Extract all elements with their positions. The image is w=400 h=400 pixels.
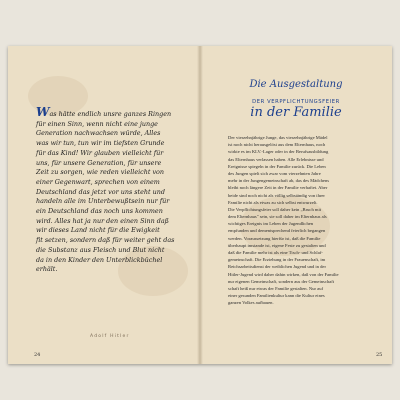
quote-line: was wir tun, tun wir im tiefsten Grunde (36, 139, 165, 148)
quote-line: fit setzen, sondern daß für weiter geht das (36, 236, 175, 245)
quote-line: einer Gegenwart, sprechen von einem (36, 177, 160, 186)
body-line: beide sind noch nicht als völlig selbständig von ihrer (228, 192, 325, 198)
body-line: einer gesunden Familienkultur kann die Kultur eines (228, 293, 325, 299)
chapter-title-line-2: DER VERPFLICHTUNGSFEIER (252, 99, 340, 105)
body-line: nur eigenen Gemeinschaft, sondern aus der Gemeinschaft (228, 278, 334, 284)
body-line: daß die Familie mehr ist als eine Tisch- und Schlaf- (228, 250, 323, 255)
body-line: Reichsarbeitsdienst der weiblichen Jugend und in der (228, 264, 326, 270)
body-line: Familie nicht als etwas zu sich selbst entwurzelt. (228, 199, 318, 205)
body-line: ist noch nicht herausgelöst aus dem Elternhaus, noch (228, 142, 326, 148)
body-line: Ereignisse spiegeln in der Familie zurück. Die Leben (228, 163, 326, 169)
body-line: bleibt noch längere Zeit in der Familie verhaftet. Aber (228, 185, 328, 191)
quote-line: Generation nachwachsen würde, Alles (36, 129, 161, 138)
right-page (200, 46, 392, 364)
body-line: schaft heiß nur etwas der Familie gestalten. Nur auf (228, 285, 324, 291)
quote-line: Zeit zu sorgen, wie reden vielleicht von (36, 168, 165, 177)
quote-line: as hätte endlich unsre ganzes Ringen (49, 110, 172, 118)
body-line: das Elternhaus verlassen haben. Alle Erlebnisse und (228, 156, 324, 162)
body-line: überhaupt imstande ist, eigene Feste zu gestalten und (228, 242, 326, 248)
body-line: wichtiges Ereignis im Leben der Jugendlichen (228, 221, 314, 227)
quote-line: wird. Alles hat ja nur den einen Sinn daß (36, 216, 169, 225)
body-line: Hitler-Jugend wird daher dahin wirken, daß von der Familie (228, 271, 339, 277)
quote-first-line (36, 105, 186, 120)
page-number-left: 24 (34, 352, 41, 358)
body-line: Die Verpflichtungsfeier soll daher kein „Bruch mit (228, 206, 322, 212)
quote-line: für das Kind! Wir glauben vielleicht für (36, 148, 164, 157)
body-line: des Jungen spielt sich zwar vom vierzehnten Jahre (228, 170, 321, 176)
body-line: dem Elternhaus" sein, sie soll daher im Elternhaus als (228, 214, 327, 220)
quote-line: da in den Kinder den Unterblickbüchel (36, 255, 163, 264)
quote-line: uns, für unsere Generation, für unsere (36, 158, 162, 167)
left-page (8, 46, 200, 364)
body-line: werden. Voraussetzung hierfür ist, daß die Familie (228, 235, 321, 241)
quote-text (36, 105, 186, 275)
quote-line: erhält. (36, 265, 58, 274)
quote-initial: W (36, 105, 50, 119)
quote-line: wir dieses Land nicht für die Ewigkeit (36, 226, 160, 235)
body-line: wirkte es im KLV.-Lager oder in der Berufsausbildung (228, 149, 329, 155)
book-gutter (197, 46, 203, 364)
quote-signature: Adolf Hitler (90, 334, 130, 339)
body-line: ganzen Volkes aufbauen. (228, 300, 274, 306)
chapter-title-line-1: Die Ausgestaltung (249, 79, 343, 90)
chapter-title-line-3: in der Familie (250, 105, 342, 120)
body-line: gemeinschaft. Die Erziehung in der Frauenschaft, im (228, 257, 326, 263)
page-number-right: 25 (376, 352, 383, 358)
body-line: Der vierzehnjährige Junge, das vierzehnjährige Mädel (228, 135, 328, 140)
quote-line: die Substanz aus Fleisch und Blut nicht (36, 245, 165, 254)
quote-line: für einen Sinn, wenn nicht eine junge (36, 119, 158, 128)
chapter-body (228, 134, 378, 307)
body-line: empfunden und dementsprechend feierlich begangen (228, 228, 326, 234)
quote-line: Deutschland das jetzt vor uns steht und (36, 187, 165, 196)
book-spread (8, 46, 392, 364)
quote-line: handeln alle im Unterbewußtsein nur für (36, 197, 170, 206)
quote-line: ein Deutschland das noch uns kommen (36, 207, 163, 216)
body-line: mehr in der Jungengemeinschaft ab, das des Mädchens (228, 178, 330, 184)
